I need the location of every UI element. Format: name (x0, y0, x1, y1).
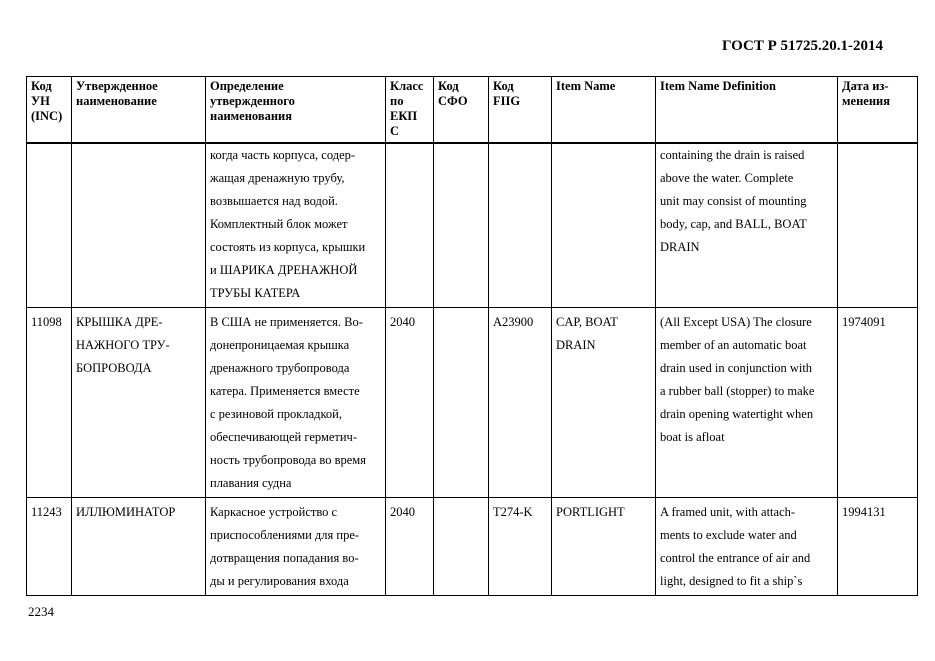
text-line: обеспечивающей герметич- (210, 429, 357, 444)
catalog-table (26, 76, 918, 596)
text-line: возвышается над водой. (210, 193, 338, 208)
header-ekps-class (386, 77, 434, 143)
cell-definition (206, 143, 386, 308)
text-line: дренажного трубопровода (210, 360, 350, 375)
text-line: Комплектный блок может (210, 216, 348, 231)
cell-fiig-code: A23900 (489, 307, 552, 497)
cell-item-name-definition (656, 497, 838, 595)
text-line: Дата из- (842, 79, 889, 93)
text-line: boat is afloat (660, 429, 725, 444)
text-line: body, cap, and BALL, BOAT (660, 216, 807, 231)
text-line: УН (31, 94, 50, 108)
text-line: ЕКП (390, 109, 418, 123)
text-line: донепроницаемая крышка (210, 337, 350, 352)
cell-item-name (552, 307, 656, 497)
text-line: Класс (390, 79, 424, 93)
text-line: control the entrance of air and (660, 550, 811, 565)
text-line: катера. Применяется вместе (210, 383, 360, 398)
document-standard-number: ГОСТ Р 51725.20.1-2014 (722, 38, 884, 54)
text-line: drain used in conjunction with (660, 360, 813, 375)
cell-item-name (552, 497, 656, 595)
cell-item-name (552, 143, 656, 308)
cell-definition (206, 497, 386, 595)
cell-sfo-code (434, 497, 489, 595)
cell-approved-name (72, 143, 206, 308)
text-line: приспособлениями для пре- (210, 527, 360, 542)
text-line: DRAIN (556, 337, 596, 352)
cell-ekps-class: 2040 (386, 307, 434, 497)
text-line: наименование (76, 94, 157, 108)
text-line: light, designed to fit a ship`s (660, 573, 803, 588)
text-line: Код (31, 79, 52, 93)
cell-fiig-code (489, 143, 552, 308)
text-line: ТРУБЫ КАТЕРА (210, 285, 301, 300)
cell-item-name-definition (656, 143, 838, 308)
cell-sfo-code (434, 307, 489, 497)
text-line: БОПРОВОДА (76, 360, 152, 375)
header-fiig-code (489, 77, 552, 143)
text-line: КРЫШКА ДРЕ- (76, 314, 163, 329)
text-line: В США не применяется. Во- (210, 314, 363, 329)
header-definition (206, 77, 386, 143)
text-line: по (390, 94, 404, 108)
text-line: с резиновой прокладкой, (210, 406, 342, 421)
text-line: плавания судна (210, 475, 292, 490)
cell-fiig-code: T274-K (489, 497, 552, 595)
cell-ekps-class (386, 143, 434, 308)
text-line: Утвержденное (76, 79, 158, 93)
text-line: Определение (210, 79, 284, 93)
header-change-date (838, 77, 918, 143)
text-line: PORTLIGHT (556, 504, 625, 519)
cell-sfo-code (434, 143, 489, 308)
text-line: СФО (438, 94, 468, 108)
text-line: (INC) (31, 109, 63, 123)
table-row (27, 497, 918, 595)
text-line: DRAIN (660, 239, 700, 254)
cell-change-date (838, 143, 918, 308)
cell-inc: 11243 (27, 497, 72, 595)
text-line: ИЛЛЮМИНАТОР (76, 504, 176, 519)
text-line: member of an automatic boat (660, 337, 807, 352)
text-line: ды и регулирования входа (210, 573, 349, 588)
text-line: ments to exclude water and (660, 527, 797, 542)
text-line: утвержденного (210, 94, 295, 108)
text-line: (All Except USA) The closure (660, 314, 812, 329)
text-line: С (390, 124, 400, 138)
table-row (27, 143, 918, 308)
text-line: a rubber ball (stopper) to make (660, 383, 815, 398)
header-item-name: Item Name (552, 77, 656, 143)
text-line: когда часть корпуса, содер- (210, 147, 356, 162)
text-line: менения (842, 94, 890, 108)
cell-item-name-definition (656, 307, 838, 497)
cell-change-date: 1994131 (838, 497, 918, 595)
text-line: состоять из корпуса, крышки (210, 239, 366, 254)
text-line: FIIG (493, 94, 521, 108)
header-sfo-code (434, 77, 489, 143)
text-line: и ШАРИКА ДРЕНАЖНОЙ (210, 262, 358, 277)
cell-approved-name (72, 497, 206, 595)
header-inc (27, 77, 72, 143)
cell-ekps-class: 2040 (386, 497, 434, 595)
text-line: Код (438, 79, 459, 93)
text-line: CAP, BOAT (556, 314, 618, 329)
cell-approved-name (72, 307, 206, 497)
text-line: дотвращения попадания во- (210, 550, 359, 565)
text-line: наименования (210, 109, 293, 123)
header-item-name-definition: Item Name Definition (656, 77, 838, 143)
cell-definition (206, 307, 386, 497)
header-approved-name (72, 77, 206, 143)
text-line: ность трубопровода во время (210, 452, 366, 467)
table-header-row (27, 77, 918, 143)
text-line: containing the drain is raised (660, 147, 805, 162)
page-number: 2234 (28, 604, 54, 619)
cell-change-date: 1974091 (838, 307, 918, 497)
text-line: Код (493, 79, 514, 93)
text-line: жащая дренажную трубу, (210, 170, 345, 185)
text-line: Каркасное устройство с (210, 504, 338, 519)
text-line: drain opening watertight when (660, 406, 814, 421)
text-line: A framed unit, with attach- (660, 504, 796, 519)
table-row (27, 307, 918, 497)
text-line: НАЖНОГО ТРУ- (76, 337, 170, 352)
cell-inc: 11098 (27, 307, 72, 497)
text-line: unit may consist of mounting (660, 193, 807, 208)
cell-inc (27, 143, 72, 308)
text-line: above the water. Complete (660, 170, 794, 185)
